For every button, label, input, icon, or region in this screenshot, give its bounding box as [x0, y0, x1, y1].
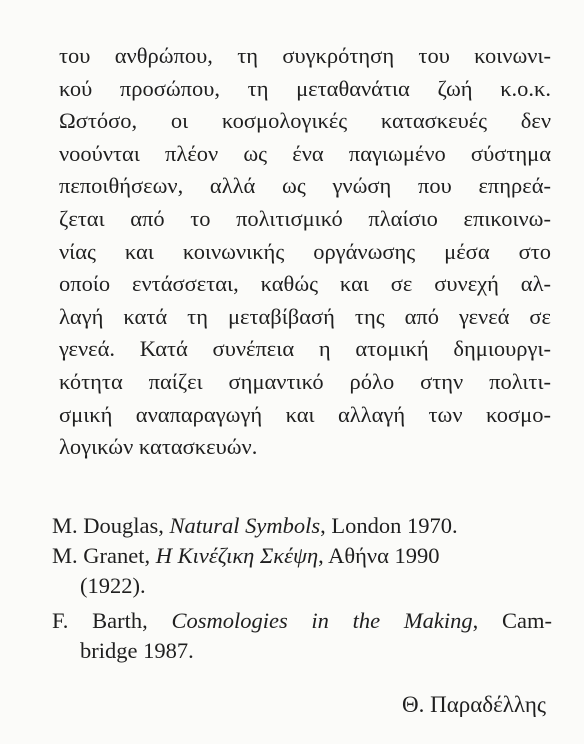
- body-line: λαγή κατά τη μεταβίβασή της από γενεά σε: [59, 303, 551, 329]
- body-line: οποίο εντάσσεται, καθώς και σε συνεχή αλ-: [59, 271, 551, 297]
- reference-continuation: (1922).: [80, 573, 146, 598]
- reference-title: Cosmologies in the Making: [171, 608, 473, 633]
- author-signature: Θ. Παραδέλλης: [401, 692, 546, 717]
- body-line: κού προσώπου, τη μεταθανάτια ζωή κ.ο.κ.: [59, 75, 551, 101]
- reference-line: [52, 606, 552, 636]
- reference-title: Η Κινέζικη Σκέψη: [155, 543, 319, 568]
- reference-line: [52, 511, 552, 541]
- reference-author: M. Granet,: [52, 543, 156, 568]
- reference-details: , Cam-: [472, 608, 552, 633]
- reference-barth: [52, 606, 552, 666]
- body-line: σμική αναπαραγωγή και αλλαγή των κοσμο-: [59, 401, 551, 427]
- body-line: Ωστόσο, οι κοσμολογικές κατασκευές δεν: [59, 108, 551, 134]
- body-line: νοούνται πλέον ως ένα παγιωμένο σύστημα: [59, 140, 551, 166]
- body-paragraph: [59, 40, 551, 464]
- body-line: κότητα παίζει σημαντικό ρόλο στην πολιτι-: [59, 368, 551, 394]
- reference-douglas: [52, 511, 552, 541]
- reference-author: F. Barth,: [52, 608, 172, 633]
- body-line: ζεται από το πολιτισμικό πλαίσιο επικοινω-: [59, 205, 551, 231]
- bibliography: [52, 511, 552, 666]
- body-line: γενεά. Κατά συνέπεια η ατομική δημιουργι-: [59, 336, 551, 362]
- body-line: λογικών κατασκευών.: [59, 434, 258, 460]
- reference-title: Natural Symbols: [169, 513, 321, 538]
- reference-continuation: bridge 1987.: [80, 638, 194, 663]
- reference-details: , London 1970.: [320, 513, 458, 538]
- body-line: πεποιθήσεων, αλλά ως γνώση που επηρεά-: [59, 173, 551, 199]
- reference-granet: [52, 541, 552, 601]
- reference-line: [52, 541, 552, 571]
- reference-details: , Αθήνα 1990: [318, 543, 440, 568]
- body-line: νίας και κοινωνικής οργάνωσης μέσα στο: [59, 238, 551, 264]
- reference-author: M. Douglas,: [52, 513, 170, 538]
- body-line: του ανθρώπου, τη συγκρότηση του κοινωνι-: [59, 43, 551, 68]
